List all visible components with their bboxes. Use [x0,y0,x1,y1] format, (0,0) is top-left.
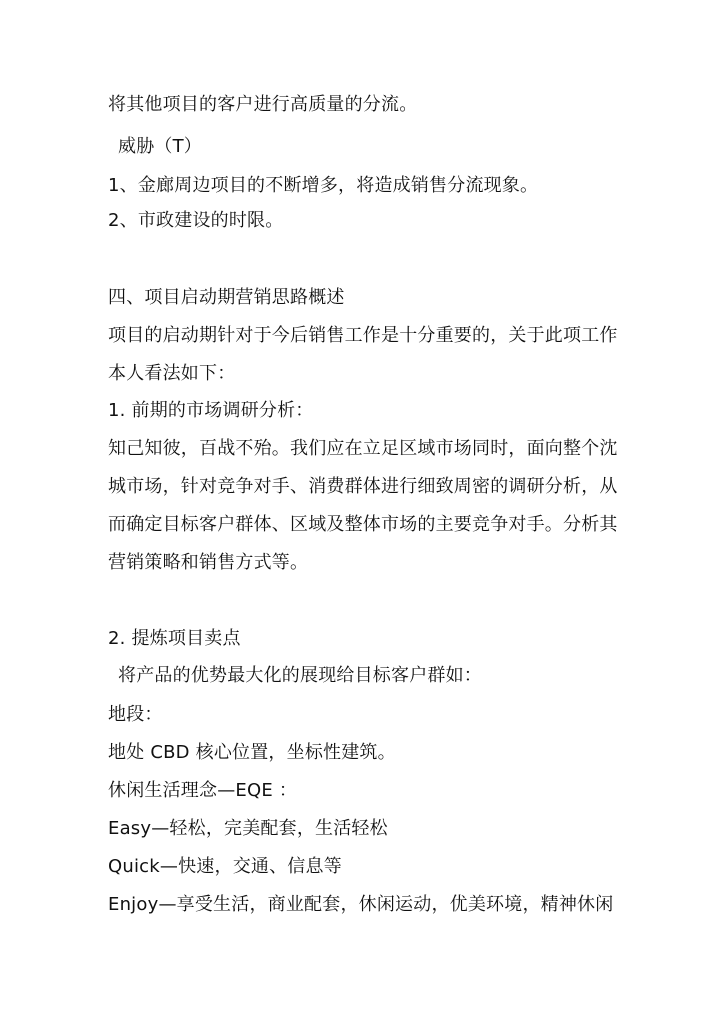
paragraph-line: 知己知彼，百战不殆。我们应在立足区域市场同时，面向整个沈 [108,438,618,459]
paragraph-line: 将其他项目的客户进行高质量的分流。 [108,94,418,115]
paragraph-line: 城市场，针对竞争对手、消费群体进行细致周密的调研分析，从 [108,476,618,497]
paragraph-line: 地处 CBD 核心位置，坐标性建筑。 [108,742,396,763]
paragraph-line: 1、金廊周边项目的不断增多，将造成销售分流现象。 [108,175,539,196]
paragraph-line: 而确定目标客户群体、区域及整体市场的主要竞争对手。分析其 [108,514,618,535]
subsection-heading: 2. 提炼项目卖点 [108,628,241,649]
paragraph-line: 营销策略和销售方式等。 [108,552,309,573]
paragraph-line: Enjoy—享受生活，商业配套，休闲运动，优美环境，精神休闲 [108,894,614,915]
paragraph-line: 项目的启动期针对于今后销售工作是十分重要的，关于此项工作 [108,325,618,346]
section-heading: 四、项目启动期营销思路概述 [108,287,345,308]
paragraph-line: 将产品的优势最大化的展现给目标客户群如： [118,665,482,686]
paragraph-line: 2、市政建设的时限。 [108,210,284,231]
paragraph-line: Easy—轻松，完美配套，生活轻松 [108,818,388,839]
paragraph-line: Quick—快速，交通、信息等 [108,856,342,877]
section-heading-threats: 威胁（T） [118,136,202,157]
paragraph-line: 休闲生活理念—EQE ： [108,780,298,801]
subsection-heading: 1. 前期的市场调研分析： [108,400,314,421]
paragraph-line: 地段： [108,704,163,725]
paragraph-line: 本人看法如下： [108,363,236,384]
